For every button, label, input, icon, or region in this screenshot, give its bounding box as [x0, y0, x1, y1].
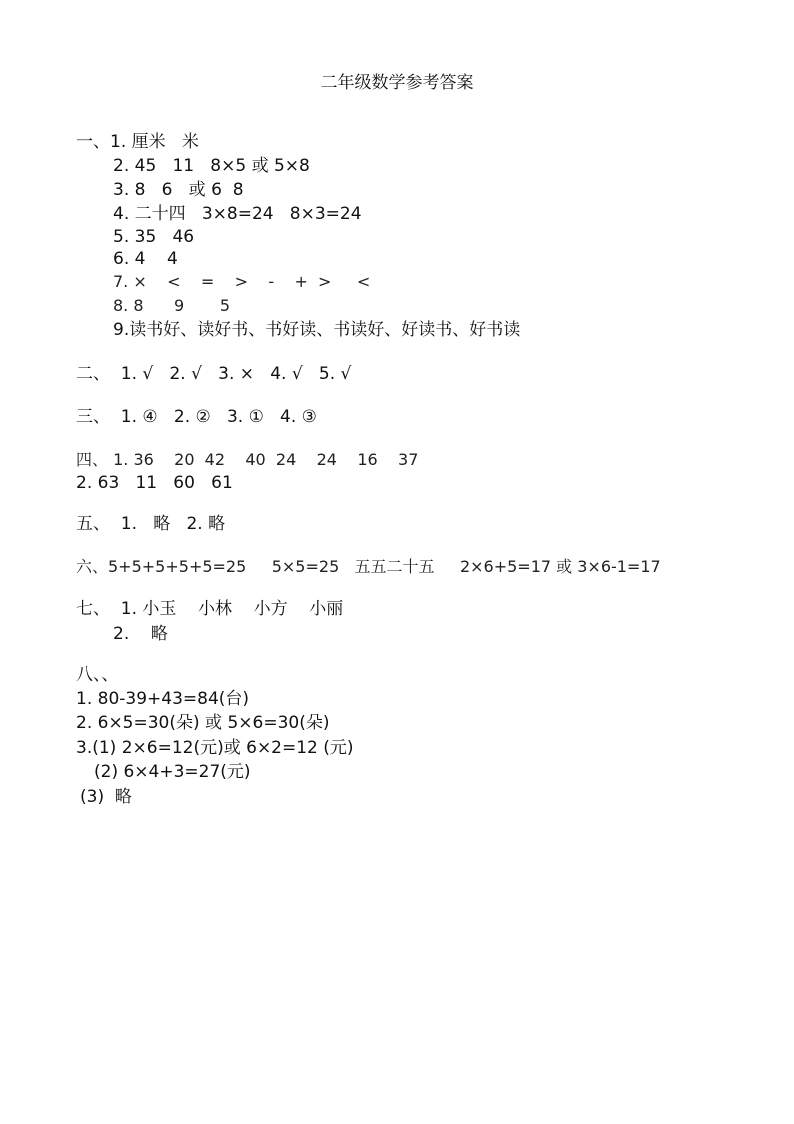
page-title: 二年级数学参考答案 — [320, 73, 474, 93]
answer-2: 二、 1. √ 2. √ 3. × 4. √ 5. √ — [76, 364, 352, 384]
answer-1-6: 6. 4 4 — [113, 249, 178, 269]
answer-4-2: 2. 63 11 60 61 — [76, 473, 233, 493]
answer-1-3: 3. 8 6 或 6 8 — [113, 180, 244, 200]
answer-7-2: 2. 略 — [113, 624, 168, 644]
answer-8-2: 2. 6×5=30(朵) 或 5×6=30(朵) — [76, 713, 330, 733]
answer-5: 五、 1. 略 2. 略 — [76, 514, 226, 534]
answer-1-1: 一、1. 厘米 米 — [76, 132, 199, 152]
answer-7-1: 七、 1. 小玉 小林 小方 小丽 — [76, 599, 344, 619]
answer-6: 六、5+5+5+5+5=25 5×5=25 五五二十五 2×6+5=17 或 3×6-1=17 — [76, 557, 661, 576]
answer-1-5: 5. 35 46 — [113, 227, 195, 247]
answer-1-9: 9.读书好、读好书、书好读、书读好、好读书、好书读 — [113, 320, 521, 340]
answer-8-3-1: 3.(1) 2×6=12(元)或 6×2=12 (元) — [76, 738, 354, 758]
answer-8-3-3: (3) 略 — [80, 787, 132, 807]
answer-3: 三、 1. ④ 2. ② 3. ① 4. ③ — [76, 407, 317, 427]
answer-1-7: 7. × < = > - + > < — [113, 272, 371, 291]
answer-1-4: 4. 二十四 3×8=24 8×3=24 — [113, 204, 362, 224]
answer-1-8: 8. 8 9 5 — [113, 296, 231, 315]
answer-8-3-2: (2) 6×4+3=27(元) — [94, 762, 251, 782]
answer-1-2: 2. 45 11 8×5 或 5×8 — [113, 156, 310, 176]
answer-8-1: 1. 80-39+43=84(台) — [76, 689, 250, 709]
answer-8-heading: 八、、 — [76, 665, 119, 685]
answer-4-1: 四、 1. 36 20 42 40 24 24 16 37 — [76, 450, 419, 469]
